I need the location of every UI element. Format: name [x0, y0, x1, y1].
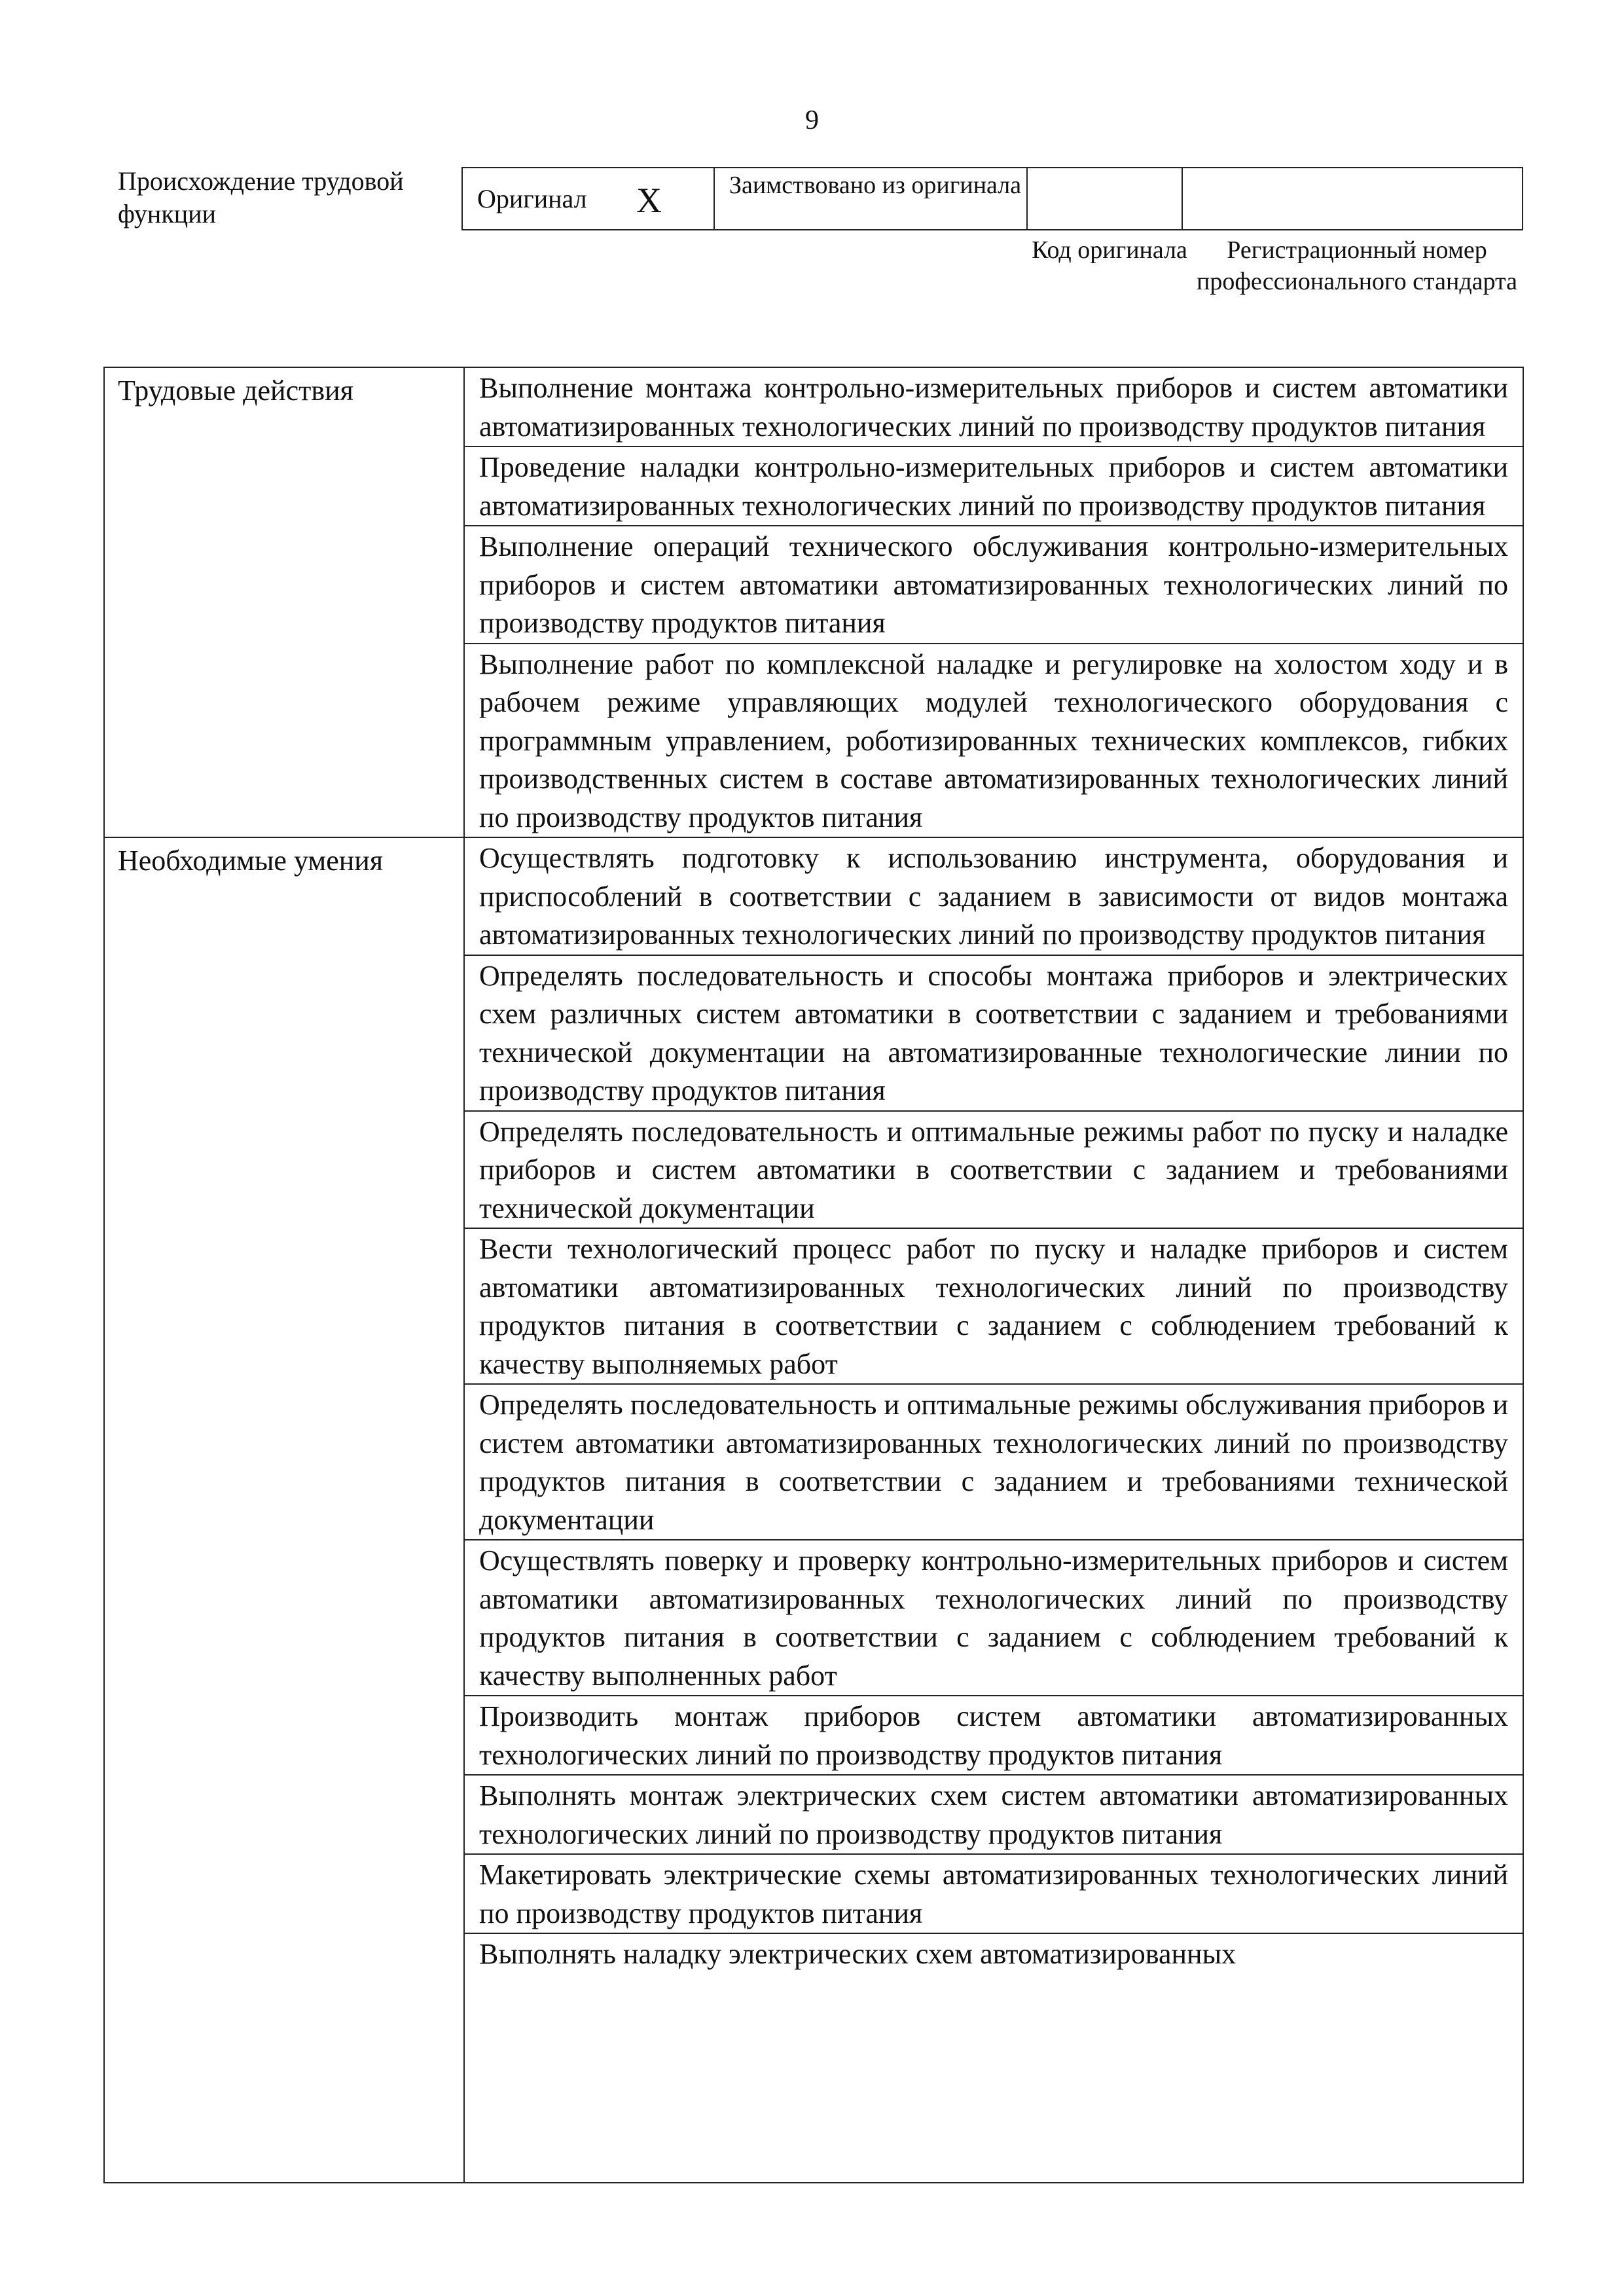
labor-action-item: Выполнение монтажа контрольно-измерительных приборов и систем автоматики автоматизированных технологических линий по производству продуктов питания	[465, 368, 1523, 447]
skill-item: Осуществлять поверку и проверку контрольно-измерительных приборов и систем автоматики автоматизированных технологических линий по производству продуктов питания в соответствии с заданием с соблюдением требований к качеству выполненных работ	[465, 1540, 1523, 1696]
skill-item: Макетировать электрические схемы автоматизированных технологических линий по производству продуктов питания	[465, 1855, 1523, 1934]
skill-item: Осуществлять подготовку к использованию инструмента, оборудования и приспособлений в соответствии с заданием в зависимости от видов монтажа автоматизированных технологических линий по производству продуктов питания	[465, 838, 1523, 956]
skill-item: Определять последовательность и оптимальные режимы обслуживания приборов и систем автоматики автоматизированных технологических линий по производству продуктов питания в соответствии с заданием и требованиями технической документации	[465, 1385, 1523, 1540]
labor-action-item: Проведение наладки контрольно-измерительных приборов и систем автоматики автоматизированных технологических линий по производству продуктов питания	[465, 447, 1523, 526]
skill-item: Производить монтаж приборов систем автоматики автоматизированных технологических линий по производству продуктов питания	[465, 1696, 1523, 1776]
required-skills-section	[105, 838, 1523, 1974]
skill-item: Определять последовательность и способы монтажа приборов и электрических схем различных систем автоматики в соответствии с заданием и требованиями технической документации на автоматизированные технологические линии по производству продуктов питания	[465, 956, 1523, 1112]
labor-actions-label: Трудовые действия	[118, 374, 353, 407]
skill-item: Определять последовательность и оптимальные режимы работ по пуску и наладке приборов и систем автоматики в соответствии с заданием и требованиями технической документации	[465, 1112, 1523, 1230]
skill-item: Выполнять наладку электрических схем автоматизированных	[479, 1938, 1236, 1970]
origin-table	[461, 167, 1523, 230]
page-number: 9	[805, 105, 819, 136]
labor-action-item: Выполнение работ по комплексной наладке и регулировке на холостом ходу и в рабочем режиме управляющих модулей технологического оборудования с программным управлением, роботизированных технических комплексов, гибких производственных систем в составе автоматизированных технологических линий по производству продуктов питания	[479, 647, 1508, 833]
original-cell	[463, 168, 715, 229]
original-mark: X	[636, 181, 662, 220]
function-table	[103, 367, 1524, 2183]
labor-actions-section	[105, 368, 1523, 838]
borrowed-label: Заимствовано из оригинала	[729, 172, 1022, 199]
column-divider	[463, 368, 465, 2182]
skill-item: Выполнять монтаж электрических схем систем автоматики автоматизированных технологических линий по производству продуктов питания	[465, 1776, 1523, 1855]
registration-number-cell	[1183, 168, 1522, 229]
skill-item: Вести технологический процесс работ по пуску и наладке приборов и систем автоматики автоматизированных технологических линий по производству продуктов питания в соответствии с заданием с соблюдением требований к качеству выполняемых работ	[465, 1229, 1523, 1385]
labor-action-item: Выполнение операций технического обслуживания контрольно-измерительных приборов и систем автоматики автоматизированных технологических линий по производству продуктов питания	[465, 526, 1523, 644]
origin-label: Происхождение трудовой функции	[118, 166, 404, 228]
borrowed-cell	[715, 168, 1028, 229]
required-skills-label: Необходимые умения	[118, 845, 384, 877]
original-label: Оригинал	[477, 184, 587, 213]
original-code-cell	[1028, 168, 1183, 229]
code-caption: Код оригинала	[1032, 236, 1187, 264]
registration-caption: Регистрационный номер профессионального стандарта	[1197, 236, 1517, 295]
